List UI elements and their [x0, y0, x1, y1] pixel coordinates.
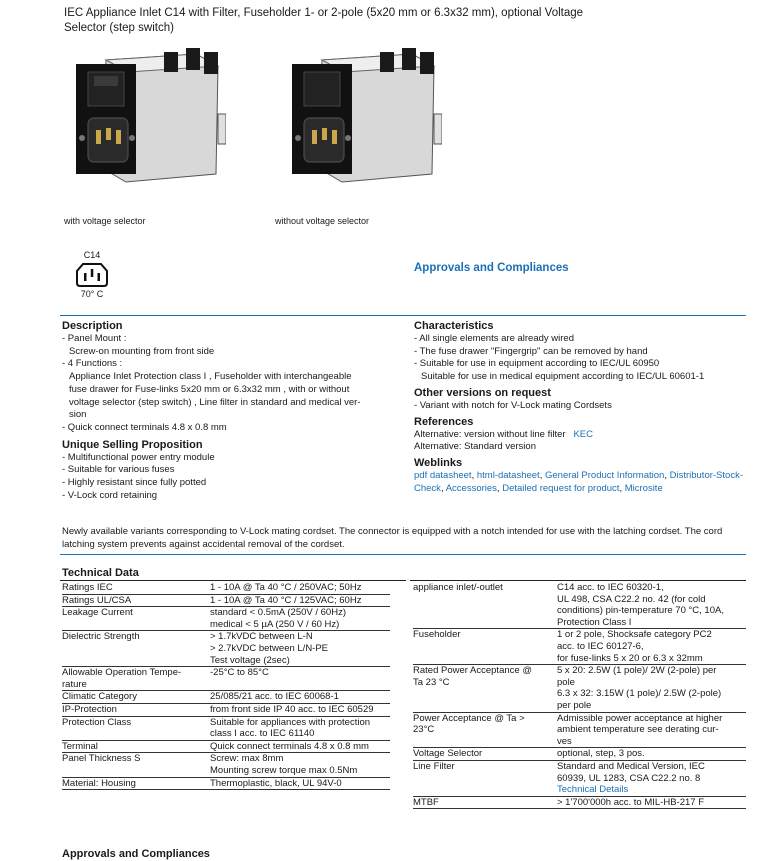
tech-row [62, 667, 390, 691]
usp-heading: Unique Selling Proposition [62, 438, 203, 451]
tech-key: Climatic Category [62, 691, 210, 704]
divider [60, 580, 406, 581]
tech-key: Power Acceptance @ Ta > 23°C [413, 712, 557, 748]
tech-value [557, 796, 746, 809]
tech-value [210, 594, 390, 607]
tech-key: Rated Power Acceptance @ Ta 23 °C [413, 665, 557, 712]
tech-value [557, 629, 746, 665]
tech-value [210, 703, 390, 716]
tech-row [62, 607, 390, 631]
usp-line: - Suitable for various fuses [62, 464, 175, 476]
tech-row [62, 740, 390, 753]
technical-data-heading: Technical Data [62, 567, 139, 579]
other-versions-heading: Other versions on request [414, 386, 551, 399]
tech-value [210, 753, 390, 777]
tech-value-text: -25°C to 85°C [210, 667, 269, 679]
divider [410, 580, 746, 581]
accessories-link[interactable]: Accessories [445, 482, 497, 494]
vlock-note: Newly available variants corresponding to V-Lock mating cordset. The connector is equipped with a notch intended for use with the latching cordset. The cord latching system prevents against accidental removal of the cordset. [62, 526, 723, 550]
tech-value-text: Standard and Medical Version, IEC 60939, UL 1283, CSA C22.2 no. 8 [557, 760, 705, 784]
tech-key: Panel Thickness S [62, 753, 210, 777]
tech-value-text: 1 or 2 pole, Shocksafe category PC2 acc. to IEC 60127-6, for fuse-links 5 x 20 or 6.3 x 32mm [557, 629, 712, 664]
technical-table-left [62, 582, 390, 790]
tech-value-text: Admissible power acceptance at higher ambient temperature see derating cur- ves [557, 712, 723, 747]
tech-value [210, 631, 390, 667]
weblinks-body: pdf datasheet, html-datasheet, General Product Information, Distributor-Stock-Check, Accessories, Detailed request for product, Microsite [414, 469, 743, 494]
description-heading: Description [62, 320, 123, 332]
usp-line: - Multifunctional power entry module [62, 451, 215, 463]
tech-row [413, 796, 746, 809]
tech-value-text: > 1'700'000h acc. to MIL-HB-217 F [557, 796, 704, 808]
tech-key: Fuseholder [413, 629, 557, 665]
photo-caption-1: with voltage selector [64, 216, 146, 226]
tech-value [210, 740, 390, 753]
tech-value [210, 691, 390, 704]
tech-key: Voltage Selector [413, 748, 557, 761]
tech-value-text: from front side IP 40 acc. to IEC 60529 [210, 703, 374, 715]
product-photo-without-selector [282, 44, 442, 194]
general-info-link[interactable]: General Product Information [544, 469, 665, 481]
approvals-heading: Approvals and Compliances [414, 262, 569, 274]
tech-value-text: 1 - 10A @ Ta 40 °C / 250VAC; 50Hz [210, 582, 362, 593]
tech-value [210, 777, 390, 790]
c14-temp: 70° C [80, 289, 104, 299]
characteristics-heading: Characteristics [414, 320, 494, 332]
other-versions-line: - Variant with notch for V-Lock mating Cordsets [414, 399, 612, 411]
tech-key: Leakage Current [62, 607, 210, 631]
distributor-stock-link[interactable]: Distributor-Stock-Check [414, 469, 743, 494]
tech-value-text: Thermoplastic, black, UL 94V-0 [210, 777, 342, 789]
tech-row [413, 760, 746, 796]
tech-row [413, 748, 746, 761]
tech-key: Line Filter [413, 760, 557, 796]
reference-kec-link[interactable]: KEC [573, 428, 594, 440]
weblinks-heading: Weblinks [414, 456, 463, 469]
tech-row [62, 703, 390, 716]
detailed-request-link[interactable]: Detailed request for product [502, 482, 620, 494]
tech-value-text: 1 - 10A @ Ta 40 °C / 125VAC; 60Hz [210, 594, 362, 606]
reference-alt-1: Alternative: version without line filter [414, 428, 566, 440]
description-line: Appliance Inlet Protection class I , Fuseholder with interchangeable [69, 371, 352, 383]
tech-key: MTBF [413, 796, 557, 809]
left-column [62, 319, 402, 502]
tech-value [557, 712, 746, 748]
description-line: voltage selector (step switch) , Line filter in standard and medical ver- [69, 396, 361, 408]
technical-table-right [413, 582, 746, 809]
tech-row [413, 665, 746, 712]
tech-value [557, 582, 746, 629]
tech-key: Ratings UL/CSA [62, 594, 210, 607]
tech-key: Ratings IEC [62, 582, 210, 594]
tech-value-text: optional, step, 3 pos. [557, 748, 645, 760]
divider [60, 315, 746, 316]
characteristics-line: - All single elements are already wired [414, 333, 574, 344]
description-line: - Panel Mount : [62, 333, 127, 344]
tech-value [557, 665, 746, 712]
tech-value-text: 25/085/21 acc. to IEC 60068-1 [210, 691, 339, 703]
usp-body [62, 452, 402, 503]
c14-label: C14 [83, 250, 101, 260]
description-line: - 4 Functions : [62, 358, 123, 370]
c14-symbol [62, 250, 122, 299]
product-photo-with-selector [66, 44, 226, 194]
tech-value-text: Suitable for appliances with protection class I acc. to IEC 61140 [210, 716, 371, 740]
divider [60, 554, 746, 555]
description-line: Screw-on mounting from front side [69, 345, 215, 357]
photo-caption-2: without voltage selector [275, 216, 370, 226]
tech-value [210, 582, 390, 594]
usp-line: - Highly resistant since fully potted [62, 477, 207, 489]
usp-line: - V-Lock cord retaining [62, 489, 158, 501]
description-body [62, 333, 402, 435]
tech-value-text: Quick connect terminals 4.8 x 0.8 mm [210, 740, 369, 752]
microsite-link[interactable]: Microsite [624, 482, 663, 494]
technical-details-link[interactable]: Technical Details [557, 784, 629, 796]
right-column [414, 319, 750, 495]
tech-value [210, 607, 390, 631]
tech-value [557, 748, 746, 761]
tech-value-text: > 1.7kVDC between L-N > 2.7kVDC between L/N-PE Test voltage (2sec) [210, 631, 329, 666]
characteristics-line: Suitable for use in medical equipment according to IEC/UL 60601-1 [421, 371, 705, 383]
tech-row [62, 753, 390, 777]
tech-key: Dielectric Strength [62, 631, 210, 667]
bottom-approvals-heading: Approvals and Compliances [62, 848, 210, 860]
tech-row [62, 631, 390, 667]
description-line: - Quick connect terminals 4.8 x 0.8 mm [62, 421, 227, 433]
tech-key: Protection Class [62, 716, 210, 740]
pdf-datasheet-link[interactable]: pdf datasheet [414, 469, 472, 481]
tech-key: appliance inlet/-outlet [413, 582, 557, 629]
tech-key: Material: Housing [62, 777, 210, 790]
tech-value-text: C14 acc. to IEC 60320-1, UL 498, CSA C22.2 no. 42 (for cold conditions) pin-temperature 70 °C, 10A, Protection Class I [557, 582, 724, 628]
tech-row [62, 594, 390, 607]
tech-value-text: 5 x 20: 2.5W (1 pole)/ 2W (2-pole) per pole 6.3 x 32: 3.15W (1 pole)/ 2.5W (2-pole) per pole [557, 665, 722, 711]
tech-row [62, 582, 390, 594]
tech-key: Terminal [62, 740, 210, 753]
tech-row [413, 712, 746, 748]
tech-value [210, 667, 390, 691]
tech-key: IP-Protection [62, 703, 210, 716]
tech-row [413, 629, 746, 665]
tech-row [62, 777, 390, 790]
tech-value [210, 716, 390, 740]
page-title: IEC Appliance Inlet C14 with Filter, Fuseholder 1- or 2-pole (5x20 mm or 6.3x32 mm), optional Voltage Selector (step switch) [64, 7, 584, 34]
references-heading: References [414, 415, 474, 428]
description-line: sion [69, 409, 87, 421]
reference-alt-2: Alternative: Standard version [414, 441, 536, 453]
tech-row [413, 582, 746, 629]
references-body [414, 429, 750, 454]
characteristics-line: - Suitable for use in equipment according to IEC/UL 60950 [414, 358, 660, 370]
inlet-icon [75, 262, 109, 288]
tech-row [62, 716, 390, 740]
description-line: fuse drawer for Fuse-links 5x20 mm or 6.3x32 mm , with or without [69, 383, 350, 395]
characteristics-body [414, 333, 750, 384]
characteristics-line: - The fuse drawer "Fingergrip" can be removed by hand [414, 345, 648, 357]
tech-key: Allowable Operation Tempe- rature [62, 667, 210, 691]
html-datasheet-link[interactable]: html-datasheet [476, 469, 540, 481]
tech-row [62, 691, 390, 704]
tech-value-text: standard < 0.5mA (250V / 60Hz) medical < 5 µA (250 V / 60 Hz) [210, 607, 346, 630]
tech-value-text: Screw: max 8mm Mounting screw torque max 0.5Nm [210, 753, 358, 776]
tech-value [557, 760, 746, 796]
